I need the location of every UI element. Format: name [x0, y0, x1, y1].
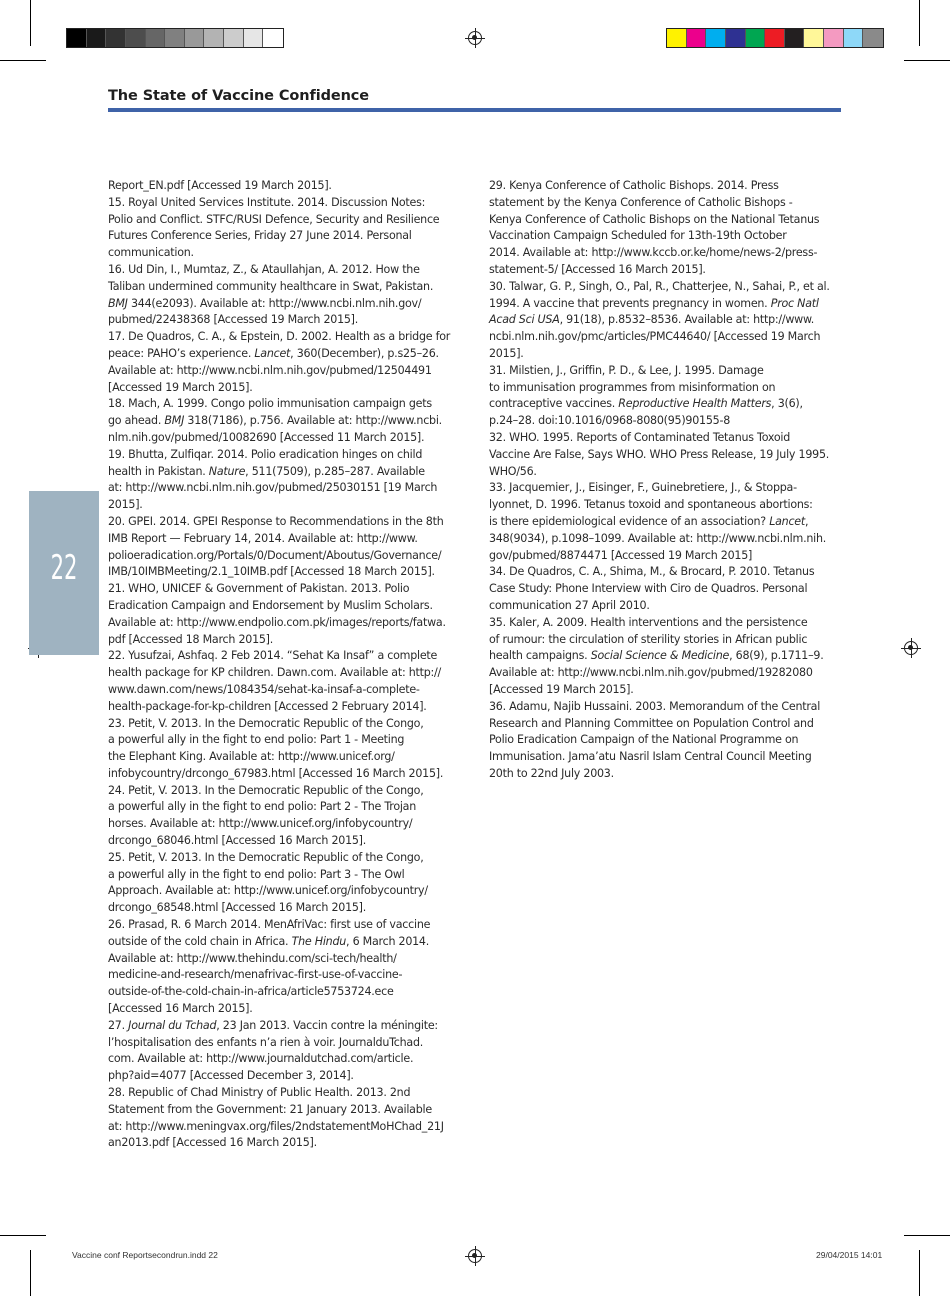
reference-entry: 27. Journal du Tchad, 23 Jan 2013. Vaccin contre la méningite: l’hospitalisation des enfants n’a rien à voir. JournalduTchad. com. Available at: http://www.journaldutchad.com/article. php?aid=4077 [Accessed December 3, 2014]. — [108, 1018, 438, 1083]
reference-entry: 22. Yusufzai, Ashfaq. 2 Feb 2014. “Sehat Ka Insaf” a complete health package for KP children. Dawn.com. Available at: http:// www.dawn.com/news/1084354/sehat-ka-insaf-a-complete- health-package-for-kp-children [Accessed 2 February 2014]. — [108, 649, 441, 713]
references-right-column — [489, 178, 845, 783]
color-swatch — [687, 29, 707, 47]
reference-entry: 29. Kenya Conference of Catholic Bishops. 2014. Press statement by the Kenya Conference of Catholic Bishops - Kenya Conference of Catholic Bishops on the National Tetanus Vaccination Campaign Scheduled for 13th-19th October 2014. Available at: http://www.kccb.or.ke/home/news-2/press- statement-5/ [Accessed 16 March 2015]. — [489, 179, 820, 276]
crop-mark — [0, 1235, 46, 1236]
crop-mark — [30, 1250, 31, 1296]
color-swatch — [185, 29, 205, 47]
reference-entry: 31. Milstien, J., Griffin, P. D., & Lee, J. 1995. Damage to immunisation programmes from misinformation on contraceptive vaccines. Reproductive Health Matters, 3(6), p.24–28. doi:10.1016/0968-8080(95)90155-8 — [489, 363, 803, 428]
reference-entry: 18. Mach, A. 1999. Congo polio immunisation campaign gets go ahead. BMJ 318(7186), p.756. Available at: http://www.ncbi. nlm.nih.gov/pubmed/10082690 [Accessed 11 March 2015]. — [108, 397, 442, 444]
reference-entry: 24. Petit, V. 2013. In the Democratic Republic of the Congo, a powerful ally in the fight to end polio: Part 2 - The Trojan horses. Available at: http://www.unicef.org/infobycountry/ drcongo_68046.html [Accessed 16 March 2015]. — [108, 783, 424, 848]
reference-entry: 34. De Quadros, C. A., Shima, M., & Brocard, P. 2010. Tetanus Case Study: Phone Interview with Ciro de Quadros. Personal communication 27 April 2010. — [489, 565, 815, 612]
references-left-column — [108, 178, 464, 1152]
reference-entry: 19. Bhutta, Zulfiqar. 2014. Polio eradication hinges on child health in Pakistan. Nature, 511(7509), p.285–287. Available at: http://www.ncbi.nlm.nih.gov/pubmed/25030151 [19 March 2015]. — [108, 447, 438, 512]
reference-entry: 25. Petit, V. 2013. In the Democratic Republic of the Congo, a powerful ally in the fight to end polio: Part 3 - The Owl Approach. Available at: http://www.unicef.org/infobycountry/ drcongo_68548.html [Accessed 16 March 2015]. — [108, 850, 428, 915]
color-swatch — [244, 29, 264, 47]
crop-mark — [30, 0, 31, 46]
reference-entry: 21. WHO, UNICEF & Government of Pakistan. 2013. Polio Eradication Campaign and Endorsement by Muslim Scholars. Available at: http://www.endpolio.com.pk/images/reports/fatwa. pdf [Accessed 18 March 2015]. — [108, 582, 446, 646]
registration-mark-icon — [904, 641, 918, 655]
color-swatch — [263, 29, 283, 47]
reference-entry: 30. Talwar, G. P., Singh, O., Pal, R., Chatterjee, N., Sahai, P., et al. 1994. A vaccine that prevents pregnancy in women. Proc Natl Acad Sci USA, 91(18), p.8532–8536. Available at: http://www. ncbi.nlm.nih.gov/pmc/articles/PMC44640/ [Accessed 19 March 2015]. — [489, 279, 830, 360]
color-swatch — [706, 29, 726, 47]
grayscale-color-bar — [66, 28, 284, 48]
reference-entry: 26. Prasad, R. 6 March 2014. MenAfriVac: first use of vaccine outside of the cold chain in Africa. The Hindu, 6 March 2014. Available at: http://www.thehindu.com/sci-tech/health/ medicine-and-research/menafrivac-first-use-of-vaccine- outside-of-the-cold-chain-in-africa/article5753724.ece [Accessed 16 March 2015]. — [108, 918, 431, 1016]
crop-mark — [919, 0, 920, 46]
color-swatch — [106, 29, 126, 47]
reference-entry: Report_EN.pdf [Accessed 19 March 2015]. — [108, 179, 332, 192]
process-color-bar — [666, 28, 884, 48]
color-swatch — [204, 29, 224, 47]
color-swatch — [844, 29, 864, 47]
reference-entry: 28. Republic of Chad Ministry of Public Health. 2013. 2nd Statement from the Government: 21 January 2013. Available at: http://www.meningvax.org/files/2ndstatementMoHChad_21J an2013.pdf [Accessed 16 March 2015]. — [108, 1086, 444, 1150]
reference-entry: 17. De Quadros, C. A., & Epstein, D. 2002. Health as a bridge for peace: PAHO’s experience. Lancet, 360(December), p.s25–26. Available at: http://www.ncbi.nlm.nih.gov/pubmed/12504491 [Accessed 19 March 2015]. — [108, 330, 451, 394]
reference-entry: 35. Kaler, A. 2009. Health interventions and the persistence of rumour: the circulation of sterility stories in African public health campaigns. Social Science & Medicine, 68(9), p.1711–9. Available at: http://www.ncbi.nlm.nih.gov/pubmed/19282080 [Accessed 19 March 2015]. — [489, 615, 824, 696]
reference-entry: 20. GPEI. 2014. GPEI Response to Recommendations in the 8th IMB Report — February 14, 2014. Available at: http://www. polioeradication.org/Portals/0/Document/Aboutus/Governance/ IMB/10IMBMeeting/2.1_10IMB.pdf [Accessed 18 March 2015]. — [108, 514, 444, 579]
registration-mark-icon — [468, 1249, 482, 1263]
reference-entry: 32. WHO. 1995. Reports of Contaminated Tetanus Toxoid Vaccine Are False, Says WHO. WHO Press Release, 19 July 1995. WHO/56. — [489, 430, 830, 478]
color-swatch — [824, 29, 844, 47]
reference-entry: 23. Petit, V. 2013. In the Democratic Republic of the Congo, a powerful ally in the fight to end polio: Part 1 - Meeting the Elephant King. Available at: http://www.unicef.org/ infobycountry/drcongo_67983.html [Accessed 16 March 2015]. — [108, 716, 444, 780]
reference-entry: 15. Royal United Services Institute. 2014. Discussion Notes: Polio and Conflict. STFC/RUSI Defence, Security and Resilience Futures Conference Series, Friday 27 June 2014. Personal communication. — [108, 195, 440, 260]
reference-entry: 16. Ud Din, I., Mumtaz, Z., & Ataullahjan, A. 2012. How the Taliban undermined community healthcare in Swat, Pakistan. BMJ 344(e2093). Available at: http://www.ncbi.nlm.nih.gov/ pubmed/22438368 [Accessed 19 March 2015]. — [108, 262, 434, 327]
color-swatch — [146, 29, 166, 47]
slug-timestamp: 29/04/2015 14:01 — [816, 1250, 883, 1260]
page-number: 22 — [50, 548, 78, 588]
crop-mark — [0, 60, 46, 61]
crop-mark — [904, 60, 950, 61]
registration-mark-icon — [468, 31, 482, 45]
color-swatch — [224, 29, 244, 47]
color-swatch — [863, 29, 883, 47]
slug-filename: Vaccine conf Reportsecondrun.indd 22 — [72, 1250, 218, 1260]
color-swatch — [726, 29, 746, 47]
header-rule — [108, 108, 841, 112]
color-swatch — [765, 29, 785, 47]
crop-mark — [919, 1250, 920, 1296]
color-swatch — [667, 29, 687, 47]
running-header-title: The State of Vaccine Confidence — [108, 88, 370, 104]
color-swatch — [67, 29, 87, 47]
color-swatch — [165, 29, 185, 47]
color-swatch — [126, 29, 146, 47]
reference-entry: 36. Adamu, Najib Hussaini. 2003. Memorandum of the Central Research and Planning Committee on Population Control and Polio Eradication Campaign of the National Programme on Immunisation. Jama’atu Nasril Islam Central Council Meeting 20th to 22nd July 2003. — [489, 699, 821, 780]
color-swatch — [746, 29, 766, 47]
color-swatch — [804, 29, 824, 47]
reference-entry: 33. Jacquemier, J., Eisinger, F., Guinebretiere, J., & Stoppa- lyonnet, D. 1996. Tetanus toxoid and spontaneous abortions: is there epidemiological evidence of an association? Lancet, 348(9034), p.1098–1099. Available at: http://www.ncbi.nlm.nih. gov/pubmed/8874471 [Accessed 19 March 2015] — [489, 481, 827, 562]
color-swatch — [87, 29, 107, 47]
crop-mark — [904, 1235, 950, 1236]
color-swatch — [785, 29, 805, 47]
